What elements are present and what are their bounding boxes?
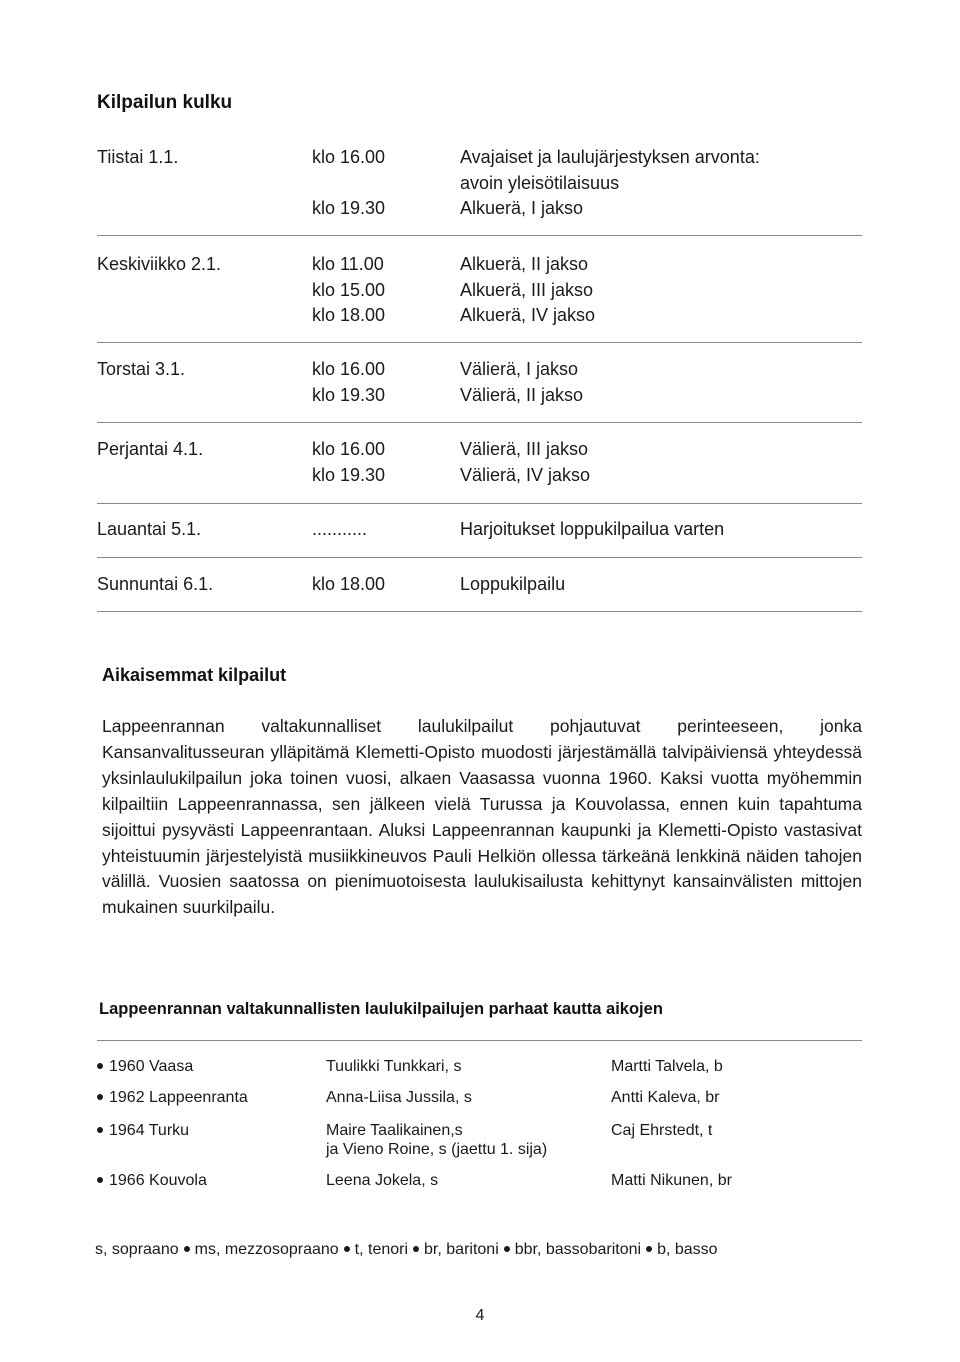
winner-male: Caj Ehrstedt, t [611,1122,713,1139]
section-title-competition-schedule: Kilpailun kulku [97,92,233,113]
history-paragraph: Lappeenrannan valtakunnalliset laulukilpailut pohjautuvat perinteeseen, jonka Kansanvalitusseuran ylläpitämä Klemetti-Opisto muodosti järjestämällä talvipäiviensä yhteydessä yksinlaulukilpailun joka toinen vuosi, alkaen Vaasassa vuonna 1960. Kaksi vuotta myöhemmin kilpailtiin Lappeenrannassa, sen jälkeen vielä Turussa ja Kouvolassa, ennen kuin tapahtuma sijoittui pysyvästi Lappeenrantaan. Aluksi Lappeenrannan kaupunki ja Klemetti-Opisto vastasivat yhteistuumin järjestelyistä musiikkineuvos Pauli Helkiön ollessa tärkeänä lenkkinä näiden tahojen välillä. Vuosien saatossa on pienimuotoisesta laulukisailusta kehittynyt kansainvälisten mittojen mukainen suurkilpailu. [102,716,862,918]
schedule-day-label: Sunnuntai 6.1. [97,574,214,594]
winner-year-place: 1962 Lappeenranta [109,1089,248,1106]
legend-item: ms, mezzosopraano [194,1241,339,1258]
schedule-event: Välierä, I jakso [460,359,579,379]
schedule-day-label: Perjantai 4.1. [97,439,204,459]
winner-year-place: 1966 Kouvola [109,1172,207,1189]
schedule-day [97,145,862,222]
schedule-day [97,572,862,598]
divider [97,503,862,504]
schedule-event: Välierä, IV jakso [460,464,591,485]
winner-female-extra: ja Vieno Roine, s (jaettu 1. sija) [326,1141,548,1158]
schedule-event: Välierä, II jakso [460,384,584,405]
schedule-day [97,437,862,488]
schedule-time: klo 18.00 [312,305,386,325]
voice-legend [95,1241,718,1259]
schedule-time: klo 18.00 [312,574,386,594]
schedule-time: klo 19.30 [312,384,386,405]
schedule-time: klo 19.30 [312,198,386,218]
bullet-icon [184,1246,190,1252]
divider [97,235,862,236]
bullet-icon [344,1246,350,1252]
winner-male: Antti Kaleva, br [611,1089,720,1106]
schedule-event: Harjoitukset loppukilpailua varten [460,519,725,539]
schedule-day [97,357,862,408]
schedule-row [97,252,862,278]
bullet-icon [97,1063,103,1069]
legend-item: b, basso [657,1241,718,1258]
divider [97,611,862,612]
schedule-event: Alkuerä, II jakso [460,254,589,274]
schedule-day [97,252,862,329]
bullet-icon [97,1094,103,1100]
winner-female: Tuulikki Tunkkari, s [326,1058,462,1075]
schedule-row [97,145,862,171]
schedule-time: klo 16.00 [312,439,386,459]
schedule-time: klo 19.30 [312,464,386,485]
schedule-row [97,463,862,489]
winner-male: Matti Nikunen, br [611,1172,732,1189]
schedule-time: klo 16.00 [312,147,386,167]
section-title-winners: Lappeenrannan valtakunnallisten laulukilpailujen parhaat kautta aikojen [99,1000,663,1018]
schedule-event: Loppukilpailu [460,574,566,594]
schedule-event: Välierä, III jakso [460,439,589,459]
winner-female: Maire Taalikainen,s [326,1122,463,1139]
schedule-day-label: Torstai 3.1. [97,359,186,379]
bullet-icon [646,1246,652,1252]
schedule-row [97,303,862,329]
legend-item: t, tenori [354,1241,409,1258]
winner-male: Martti Talvela, b [611,1058,723,1075]
bullet-icon [413,1246,419,1252]
schedule-row [97,278,862,304]
winner-female: Anna-Liisa Jussila, s [326,1089,472,1106]
schedule-event: Alkuerä, IV jakso [460,305,596,325]
schedule-row [97,437,862,463]
schedule-row [97,572,862,598]
divider [97,422,862,423]
schedule-time: klo 15.00 [312,279,386,300]
winner-year-place: 1964 Turku [109,1122,190,1139]
schedule-row [97,383,862,409]
bullet-icon [504,1246,510,1252]
schedule-time: klo 11.00 [312,254,384,274]
schedule-day-label: Lauantai 5.1. [97,519,202,539]
winner-year-place: 1960 Vaasa [109,1058,194,1075]
divider [97,342,862,343]
page-number: 4 [475,1307,485,1324]
schedule-row [97,196,862,222]
schedule-day [97,517,862,543]
schedule-row [97,517,862,543]
schedule-row [97,171,862,197]
schedule-time: klo 16.00 [312,359,386,379]
schedule-day-label: Tiistai 1.1. [97,147,179,167]
divider [97,1040,862,1041]
schedule-day-label: Keskiviikko 2.1. [97,254,222,274]
divider [97,557,862,558]
schedule-event: Alkuerä, I jakso [460,198,584,218]
legend-item: s, sopraano [95,1241,179,1258]
winner-female: Leena Jokela, s [326,1172,439,1189]
schedule-time: ........... [312,519,368,539]
schedule-event: Alkuerä, III jakso [460,279,594,300]
section-title-history: Aikaisemmat kilpailut [102,665,287,685]
legend-item: bbr, bassobaritoni [514,1241,642,1258]
schedule-row [97,357,862,383]
schedule-event: Avajaiset ja laulujärjestyksen arvonta: [460,147,760,167]
schedule-event: avoin yleisötilaisuus [460,172,620,193]
bullet-icon [97,1177,103,1183]
schedule-time [312,171,460,197]
legend-item: br, baritoni [424,1241,499,1258]
bullet-icon [97,1127,103,1133]
